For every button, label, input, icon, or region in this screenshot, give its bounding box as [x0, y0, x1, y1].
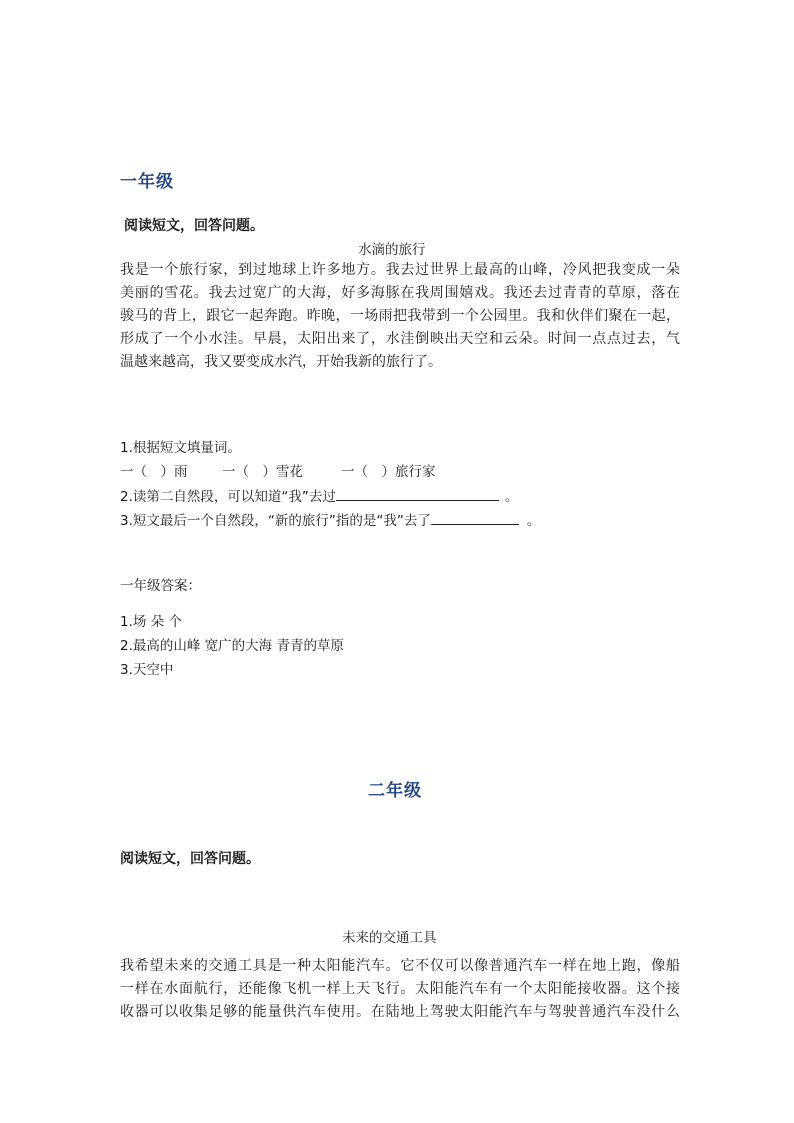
paragraph-line: 温越来越高，我又要变成水汽，开始我新的旅行了。	[120, 354, 442, 370]
paragraph-line: 美丽的雪花。我去过宽广的大海，好多海豚在我周围嬉戏。我还去过青青的草原，落在	[120, 285, 680, 301]
paragraph-line: 一样在水面航行，还能像飞机一样上天飞行。太阳能汽车有一个太阳能接收器。这个接	[120, 981, 680, 997]
paragraph-line: 骏马的背上，跟它一起奔跑。昨晚，一场雨把我带到一个公园里。我和伙伴们聚在一起，	[120, 308, 680, 324]
paragraph-line: 我希望未来的交通工具是一种太阳能汽车。它不仅可以像普通汽车一样在地上跑，像船	[120, 958, 680, 974]
question-2-end: 。	[504, 489, 519, 505]
question-3-text: 3.短文最后一个自然段，“新的旅行”指的是“我”去了	[120, 513, 431, 529]
question-1-fill-b: 一（ ）雪花	[222, 464, 303, 480]
grade2-paragraph	[120, 955, 680, 1024]
grade2-story-title: 未来的交通工具	[342, 930, 437, 946]
question-1-fill-a: 一（ ）雨	[120, 464, 188, 480]
paragraph-line: 收器可以收集足够的能量供汽车使用。在陆地上驾驶太阳能汽车与驾驶普通汽车没什么	[120, 1004, 680, 1020]
question-2	[120, 485, 518, 505]
question-1: 1.根据短文填量词。	[120, 440, 241, 456]
question-1-fill-c: 一（ ）旅行家	[341, 464, 436, 480]
answer-blank[interactable]	[336, 486, 499, 501]
answer-line: 3.天空中	[120, 662, 174, 678]
grade1-instruction: 阅读短文，回答问题。	[124, 218, 264, 234]
grade1-title: 一年级	[120, 172, 174, 192]
question-2-text: 2.读第二自然段，可以知道“我”去过	[120, 489, 336, 505]
question-3-end: 。	[526, 513, 541, 529]
grade2-title: 二年级	[368, 781, 422, 801]
question-3	[120, 509, 540, 529]
grade1-paragraph	[120, 259, 680, 374]
grade1-story-title: 水滴的旅行	[358, 242, 426, 258]
answer-line: 1.场 朵 个	[120, 614, 182, 630]
answer-line: 2.最高的山峰 宽广的大海 青青的草原	[120, 638, 344, 654]
answer-blank[interactable]	[431, 510, 519, 525]
grade1-answers-title: 一年级答案：	[120, 578, 201, 594]
grade2-instruction: 阅读短文，回答问题。	[120, 851, 260, 867]
paragraph-line: 形成了一个小水洼。早晨，太阳出来了，水洼倒映出天空和云朵。时间一点点过去，气	[120, 331, 680, 347]
paragraph-line: 我是一个旅行家，到过地球上许多地方。我去过世界上最高的山峰，冷风把我变成一朵	[120, 262, 680, 278]
